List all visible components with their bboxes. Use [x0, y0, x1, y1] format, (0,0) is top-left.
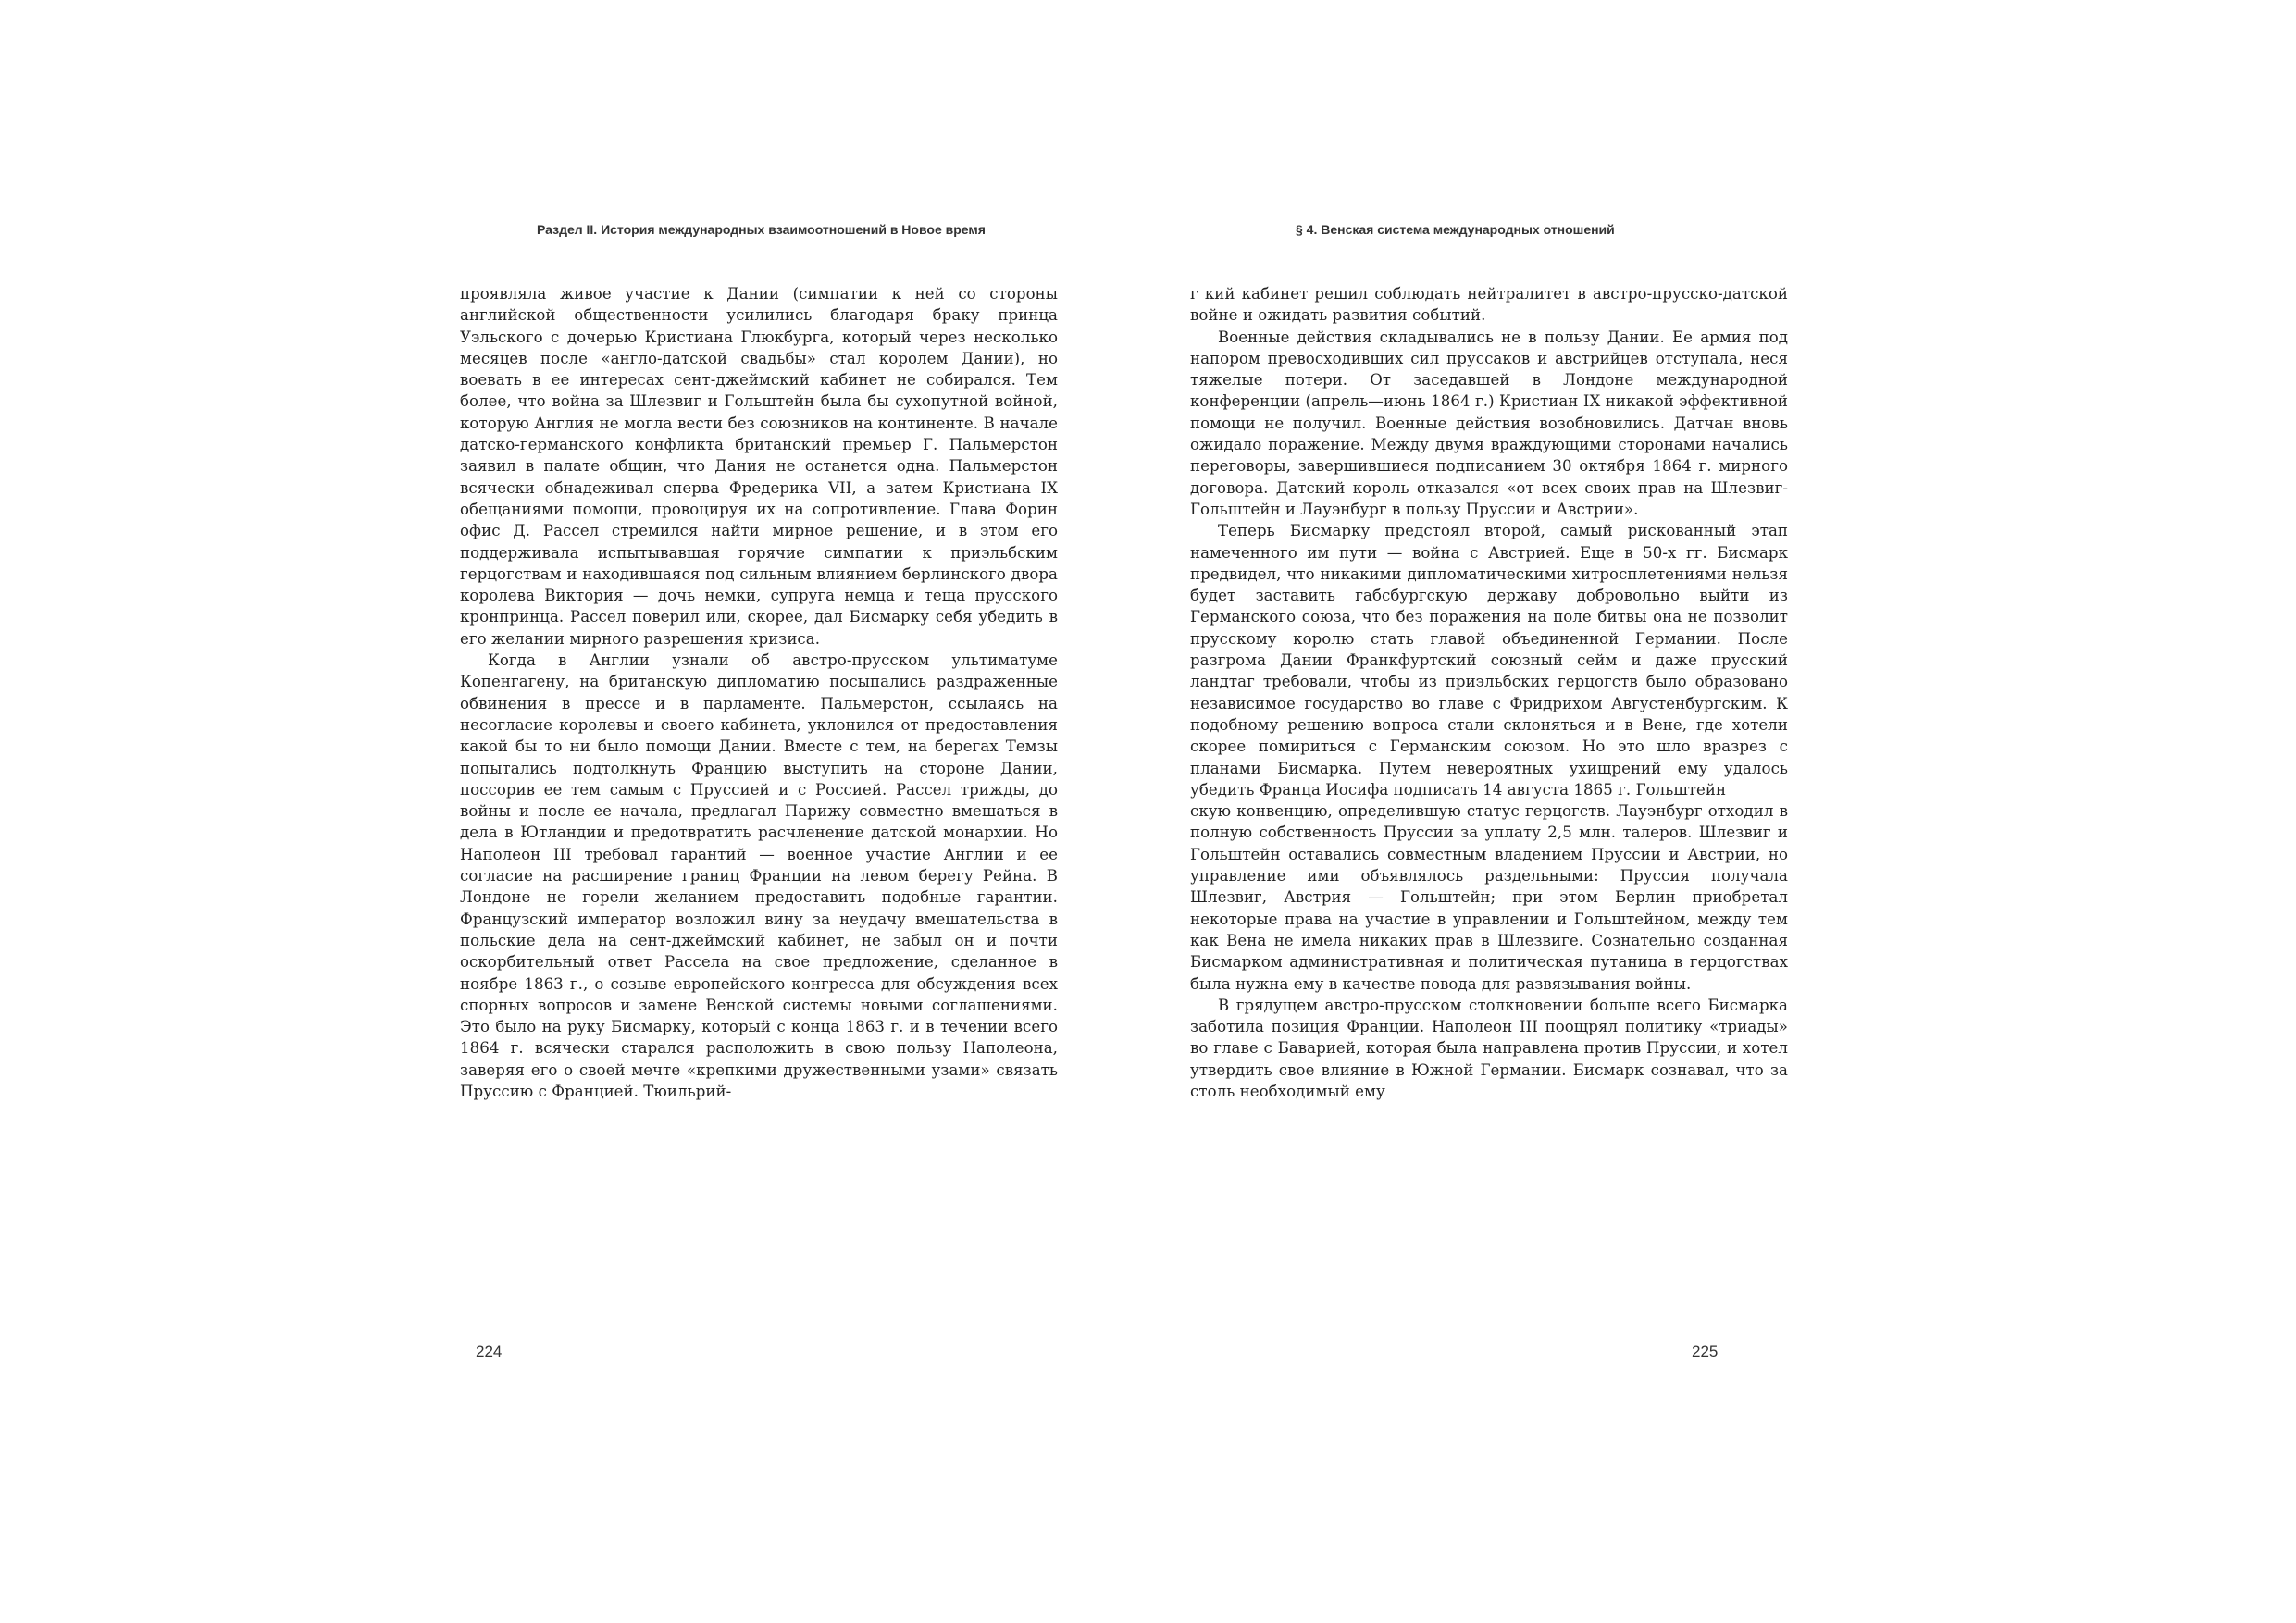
paragraph: проявляла живое участие к Дании (симпатии к ней со стороны английской общественности усилились благодаря браку принца Уэльского с дочерью Кристиана Глюкбурга, который через несколько месяцев после «англо-датской свадьбы» стал королем Дании), но воевать в ее интересах сент-джеймский кабинет не собирался. Тем более, что война за Шлезвиг и Гольштейн была бы сухопутной войной, которую Англия не могла вести без союзников на континенте. В начале датско-германского конфликта британский премьер Г. Пальмерстон заявил в палате общин, что Дания не останется одна. Пальмерстон всячески обнадеживал сперва Фредерика VII, а затем Кристиана IX обещаниями помощи, провоцируя их на сопротивление. Глава Форин офис Д. Рассел стремился найти мирное решение, и в этом его поддерживала испытывавшая горячие симпатии к приэльбским герцогствам и находившаяся под сильным влиянием берлинского двора королева Виктория — дочь немки, супруга немца и теща прусского кронпринца. Рассел поверил или, скорее, дал Бисмарку себя убедить в его желании мирного разрешения кризиса. [460, 285, 1058, 648]
body-text-left [460, 283, 1058, 1102]
paragraph: Когда в Англии узнали об австро-прусском ультиматуме Копенгагену, на британскую дипломатию посыпались раздраженные обвинения в прессе и в парламенте. Пальмерстон, ссылаясь на несогласие королевы и своего кабинета, уклонился от предоставления какой бы то ни было помощи Дании. Вместе с тем, на берегах Темзы попытались подтолкнуть Францию выступить на стороне Дании, поссорив ее тем самым с Пруссией и с Россией. Рассел трижды, до войны и после ее начала, предлагал Парижу совместно вмешаться в дела в Ютландии и предотвратить расчленение датской монархии. Но Наполеон III требовал гарантий — военное участие Англии и ее согласие на расширение границ Франции на левом берегу Рейна. В Лондоне не горели желанием предоставить подобные гарантии. Французский император возложил вину за неудачу вмешательства в польские дела на сент-джеймский кабинет, не забыл он и почти оскорбительный ответ Рассела на свое предложение, сделанное в ноябре 1863 г., о созыве европейского конгресса для обсуждения всех спорных вопросов и замене Венской системы новыми соглашениями. Это было на руку Бисмарку, который с конца 1863 г. и в течении всего 1864 г. всячески старался расположить в свою пользу Наполеона, заверяя его о своей мечте «крепкими дружественными узами» связать Пруссию с Францией. Тюильрий- [460, 651, 1058, 1100]
page-number-right: 225 [1692, 1343, 1719, 1360]
running-header-right: § 4. Венская система международных отношений [1296, 222, 1615, 237]
paragraph: Военные действия складывались не в пользу Дании. Ее армия под напором превосходивших сил пруссаков и австрийцев отступала, неся тяжелые потери. От заседавшей в Лондоне международной конференции (апрель—июнь 1864 г.) Кристиан IX никакой эффективной помощи не получил. Военные действия возобновились. Датчан вновь ожидало поражение. Между двумя враждующими сторонами начались переговоры, завершившиеся подписанием 30 октября 1864 г. мирного договора. Датский король отказался «от всех своих прав на Шлезвиг-Гольштейн и Лауэнбург в пользу Пруссии и Австрии». [1190, 328, 1788, 518]
paragraph: г кий кабинет решил соблюдать нейтралитет в австро-прусско-датской войне и ожидать развития событий. [1190, 285, 1788, 325]
right-page [1148, 0, 2296, 1623]
body-text-right [1190, 283, 1788, 1102]
running-header-left: Раздел II. История международных взаимоотношений в Новое время [537, 222, 986, 237]
page-number-left: 224 [476, 1343, 503, 1360]
paragraph: В грядущем австро-прусском столкновении больше всего Бисмарка заботила позиция Франции. Наполеон III поощрял политику «триады» во главе с Баварией, которая была направлена против Пруссии, и хотел утвердить свое влияние в Южной Германии. Бисмарк сознавал, что за столь необходимый ему [1190, 996, 1788, 1100]
paragraph: скую конвенцию, определившую статус герцогств. Лауэнбург отходил в полную собственность Пруссии за уплату 2,5 млн. талеров. Шлезвиг и Гольштейн оставались совместным владением Пруссии и Австрии, но управление ими объявлялось раздельными: Пруссия получала Шлезвиг, Австрия — Гольштейн; при этом Берлин приобретал некоторые права на участие в управлении и Гольштейном, между тем как Вена не имела никаких прав в Шлезвиге. Сознательно созданная Бисмарком административная и политическая путаница в герцогствах была нужна ему в качестве повода для развязывания войны. [1190, 802, 1788, 993]
paragraph: Теперь Бисмарку предстоял второй, самый рискованный этап намеченного им пути — война с Австрией. Еще в 50-х гг. Бисмарк предвидел, что никакими дипломатическими хитросплетениями нельзя будет заставить габсбургскую державу добровольно выйти из Германского союза, что без поражения на поле битвы она не позволит прусскому королю стать главой объединенной Германии. После разгрома Дании Франкфуртский союзный сейм и даже прусский ландтаг требовали, чтобы из приэльбских герцогств было образовано независимое государство во главе с Фридрихом Августенбургским. К подобному решению вопроса стали склоняться и в Вене, где хотели скорее помириться с Германским союзом. Но это шло вразрез с планами Бисмарка. Путем невероятных ухищрений ему удалось убедить Франца Иосифа подписать 14 августа 1865 г. Гольштейн [1190, 522, 1788, 799]
